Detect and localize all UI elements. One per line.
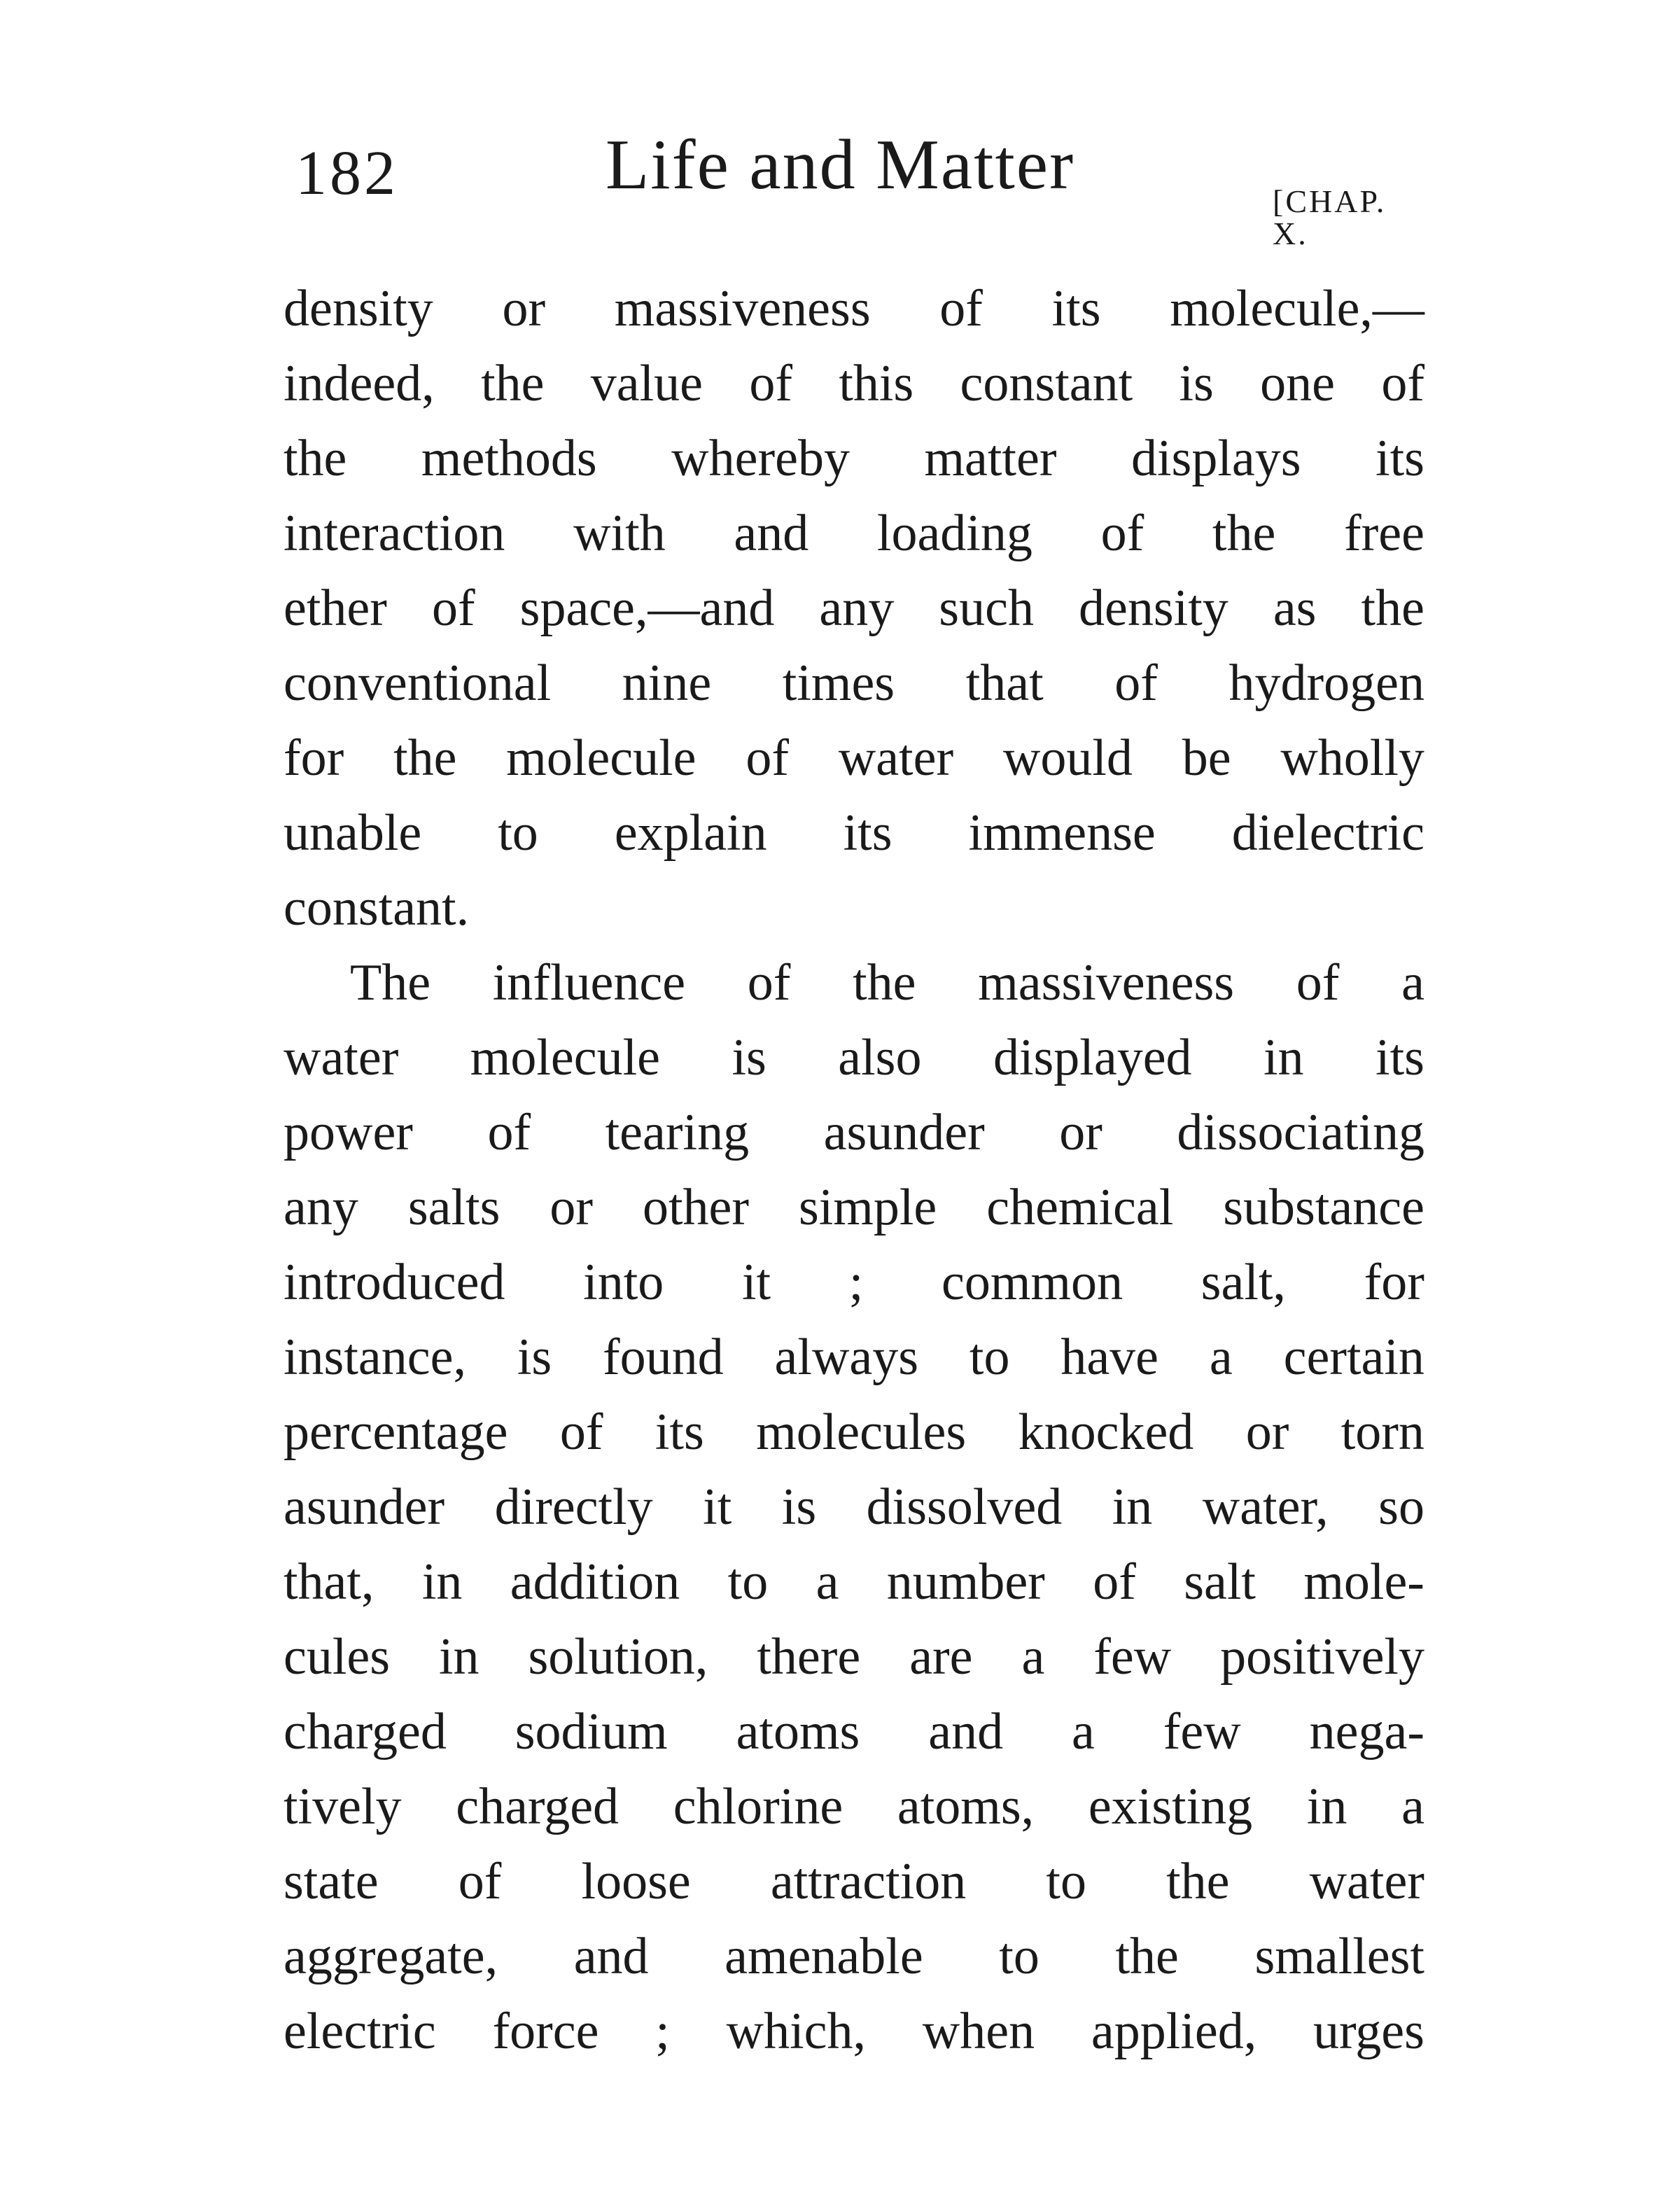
body-text	[284, 272, 1424, 2069]
running-head	[280, 125, 1428, 251]
text-line: tively charged chlorine atoms, existing in a	[284, 1778, 1424, 1835]
paragraph	[284, 272, 1424, 946]
text-line: aggregate, and amenable to the smallest	[284, 1928, 1424, 1985]
text-line: density or massiveness of its molecule,—	[284, 280, 1424, 337]
paragraph	[284, 946, 1424, 2069]
page-number: 182	[295, 139, 398, 208]
running-title: Life and Matter	[606, 125, 1075, 204]
text-line: ether of space,—and any such density as the	[284, 580, 1424, 637]
text-line: conventional nine times that of hydrogen	[284, 654, 1424, 712]
text-line: water molecule is also displayed in its	[284, 1029, 1424, 1086]
text-line: state of loose attraction to the water	[284, 1853, 1424, 1910]
text-line: percentage of its molecules knocked or torn	[284, 1404, 1424, 1461]
text-line: introduced into it ; common salt, for	[284, 1254, 1424, 1311]
text-line: power of tearing asunder or dissociating	[284, 1104, 1424, 1161]
text-line: that, in addition to a number of salt mole-	[284, 1553, 1424, 1611]
text-line: asunder directly it is dissolved in water, so	[284, 1478, 1424, 1536]
text-line: cules in solution, there are a few positively	[284, 1628, 1424, 1686]
text-line: The influence of the massiveness of a	[350, 954, 1424, 1011]
text-line: for the molecule of water would be wholly	[284, 729, 1424, 787]
text-line: constant.	[284, 879, 470, 937]
text-line: any salts or other simple chemical substance	[284, 1179, 1424, 1236]
text-line: charged sodium atoms and a few nega-	[284, 1703, 1424, 1760]
text-line: electric force ; which, when applied, urges	[284, 2003, 1424, 2060]
chapter-reference: [CHAP. X.	[1273, 183, 1387, 251]
text-line: the methods whereby matter displays its	[284, 430, 1424, 487]
text-line: unable to explain its immense dielectric	[284, 804, 1424, 862]
text-line: instance, is found always to have a certain	[284, 1329, 1424, 1386]
text-line: interaction with and loading of the free	[284, 505, 1424, 562]
text-line: indeed, the value of this constant is one of	[284, 355, 1424, 412]
